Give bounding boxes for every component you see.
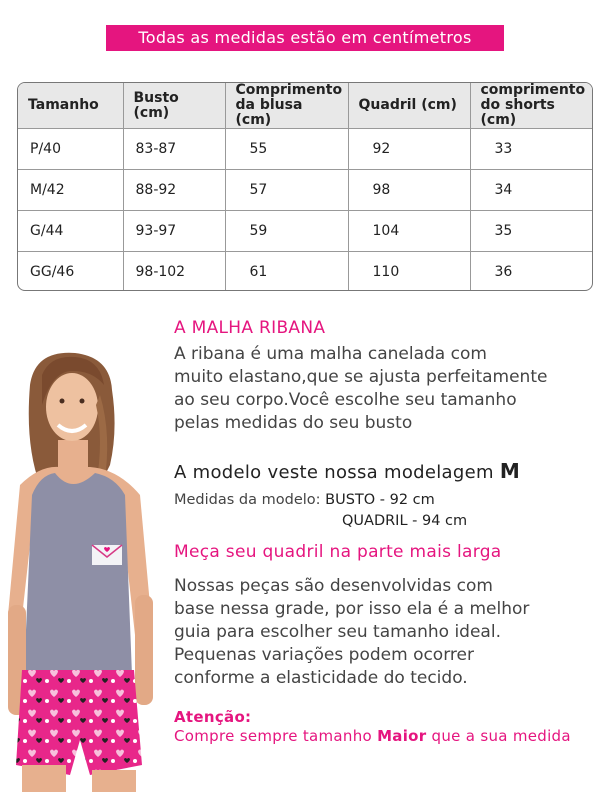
cell-shorts-length: 34	[470, 170, 592, 211]
fabric-line: pelas medidas do seu busto	[174, 413, 413, 433]
attention-before: Compre sempre tamanho	[174, 727, 378, 745]
cell-bust: 93-97	[123, 211, 225, 252]
cell-size: M/42	[18, 170, 123, 211]
attention-after: que a sua medida	[426, 727, 571, 745]
units-banner: Todas as medidas estão em centímetros	[106, 25, 504, 51]
header-bust: Busto (cm)	[123, 83, 225, 129]
info-line: guia para escolher seu tamanho ideal.	[174, 622, 501, 642]
fabric-line: A ribana é uma malha canelada com	[174, 344, 487, 364]
cell-bust: 83-87	[123, 129, 225, 170]
cell-hip: 98	[348, 170, 470, 211]
info-text	[174, 575, 529, 690]
cell-size: G/44	[18, 211, 123, 252]
fabric-title: A MALHA RIBANA	[174, 318, 326, 338]
info-line: Nossas peças são desenvolvidas com	[174, 576, 493, 596]
table-header-row	[18, 83, 592, 129]
attention-label: Atenção:	[174, 708, 252, 726]
model-photo	[0, 345, 180, 792]
header-blouse-length: Comprimento da blusa (cm)	[225, 83, 348, 129]
fabric-line: muito elastano,que se ajusta perfeitamente	[174, 367, 548, 387]
table-row	[18, 170, 592, 211]
model-measures-label: Medidas da modelo:	[174, 492, 321, 508]
model-bust: BUSTO - 92 cm	[325, 492, 435, 508]
header-shorts-length: comprimento do shorts (cm)	[470, 83, 592, 129]
cell-blouse-length: 59	[225, 211, 348, 252]
cell-bust: 98-102	[123, 252, 225, 292]
model-size-value: M	[499, 459, 521, 483]
hip-tip: Meça seu quadril na parte mais larga	[174, 542, 502, 562]
info-line: base nessa grade, por isso ela é a melhor	[174, 599, 530, 619]
table-row	[18, 129, 592, 170]
info-line: conforme a elasticidade do tecido.	[174, 668, 468, 688]
attention-message	[174, 727, 571, 745]
model-hip: QUADRIL - 94 cm	[342, 513, 468, 529]
model-measures	[174, 492, 435, 508]
cell-hip: 110	[348, 252, 470, 292]
cell-hip: 104	[348, 211, 470, 252]
fabric-line: ao seu corpo.Você escolhe seu tamanho	[174, 390, 517, 410]
header-hip: Quadril (cm)	[348, 83, 470, 129]
cell-bust: 88-92	[123, 170, 225, 211]
cell-shorts-length: 33	[470, 129, 592, 170]
cell-shorts-length: 35	[470, 211, 592, 252]
size-table	[17, 82, 593, 291]
cell-size: GG/46	[18, 252, 123, 292]
fabric-description	[174, 343, 547, 435]
table-row	[18, 252, 592, 292]
model-size-text: A modelo veste nossa modelagem	[174, 462, 494, 483]
model-size-statement	[174, 459, 520, 483]
cell-size: P/40	[18, 129, 123, 170]
header-size: Tamanho	[18, 83, 123, 129]
attention-bold: Maior	[377, 727, 427, 745]
cell-hip: 92	[348, 129, 470, 170]
table-row	[18, 211, 592, 252]
info-line: Pequenas variações podem ocorrer	[174, 645, 474, 665]
cell-shorts-length: 36	[470, 252, 592, 292]
cell-blouse-length: 55	[225, 129, 348, 170]
cell-blouse-length: 57	[225, 170, 348, 211]
cell-blouse-length: 61	[225, 252, 348, 292]
